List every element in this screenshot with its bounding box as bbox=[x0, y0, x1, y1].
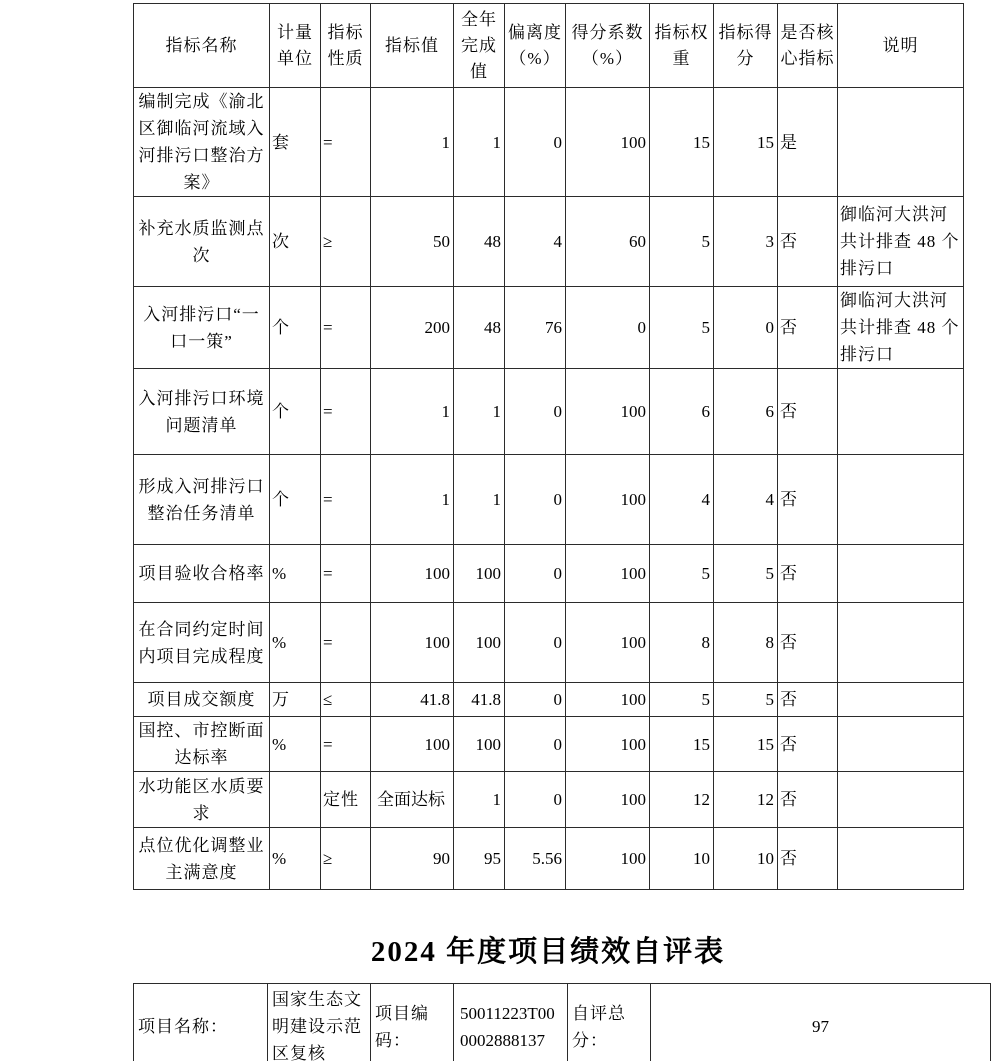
column-header: 指标性质 bbox=[321, 4, 371, 88]
cell-score: 12 bbox=[714, 772, 778, 828]
cell-completion-value: 41.8 bbox=[454, 683, 505, 717]
cell-completion-value: 1 bbox=[454, 772, 505, 828]
header-row bbox=[134, 4, 964, 88]
project-summary-table bbox=[133, 983, 991, 1061]
cell-note bbox=[838, 88, 964, 197]
cell-score-coefficient: 100 bbox=[566, 683, 650, 717]
table-row bbox=[134, 455, 964, 545]
cell-target-value: 90 bbox=[371, 828, 454, 890]
cell-score-coefficient: 100 bbox=[566, 545, 650, 603]
cell-is-core: 是 bbox=[778, 88, 838, 197]
cell-score: 5 bbox=[714, 683, 778, 717]
cell-deviation: 76 bbox=[505, 287, 566, 369]
cell-is-core: 否 bbox=[778, 455, 838, 545]
table-row bbox=[134, 545, 964, 603]
cell-score-coefficient: 100 bbox=[566, 455, 650, 545]
column-header: 指标名称 bbox=[134, 4, 270, 88]
cell-completion-value: 100 bbox=[454, 603, 505, 683]
cell-score-coefficient: 100 bbox=[566, 603, 650, 683]
cell-deviation: 0 bbox=[505, 455, 566, 545]
table-row bbox=[134, 717, 964, 772]
cell-weight: 12 bbox=[650, 772, 714, 828]
cell-target-value: 200 bbox=[371, 287, 454, 369]
cell-unit: % bbox=[270, 828, 321, 890]
cell-deviation: 4 bbox=[505, 197, 566, 287]
cell-score: 15 bbox=[714, 88, 778, 197]
cell-score: 10 bbox=[714, 828, 778, 890]
cell-weight: 15 bbox=[650, 717, 714, 772]
cell-note bbox=[838, 455, 964, 545]
cell-nature: = bbox=[321, 369, 371, 455]
cell-completion-value: 1 bbox=[454, 455, 505, 545]
cell-indicator-name: 点位优化调整业主满意度 bbox=[134, 828, 270, 890]
cell-is-core: 否 bbox=[778, 772, 838, 828]
cell-deviation: 0 bbox=[505, 88, 566, 197]
cell-indicator-name: 入河排污口“一口一策” bbox=[134, 287, 270, 369]
project-summary-row bbox=[134, 984, 991, 1061]
cell-score-coefficient: 60 bbox=[566, 197, 650, 287]
cell-note bbox=[838, 717, 964, 772]
cell-deviation: 0 bbox=[505, 369, 566, 455]
table-row bbox=[134, 369, 964, 455]
cell-weight: 5 bbox=[650, 287, 714, 369]
cell-is-core: 否 bbox=[778, 369, 838, 455]
cell-completion-value: 48 bbox=[454, 287, 505, 369]
cell-score-coefficient: 100 bbox=[566, 88, 650, 197]
column-header: 说明 bbox=[838, 4, 964, 88]
cell-is-core: 否 bbox=[778, 717, 838, 772]
cell-nature: = bbox=[321, 603, 371, 683]
cell-completion-value: 48 bbox=[454, 197, 505, 287]
cell-note bbox=[838, 545, 964, 603]
cell-deviation: 5.56 bbox=[505, 828, 566, 890]
indicator-table-body bbox=[134, 88, 964, 890]
self-score-label: 自评总分： bbox=[568, 984, 651, 1061]
column-header: 指标得分 bbox=[714, 4, 778, 88]
table-row bbox=[134, 197, 964, 287]
cell-target-value: 100 bbox=[371, 603, 454, 683]
cell-score: 4 bbox=[714, 455, 778, 545]
project-code-label: 项目编码： bbox=[371, 984, 454, 1061]
cell-deviation: 0 bbox=[505, 603, 566, 683]
cell-deviation: 0 bbox=[505, 545, 566, 603]
cell-unit: 个 bbox=[270, 287, 321, 369]
cell-weight: 5 bbox=[650, 545, 714, 603]
cell-indicator-name: 入河排污口环境问题清单 bbox=[134, 369, 270, 455]
cell-nature: = bbox=[321, 455, 371, 545]
self-score-value: 97 bbox=[651, 984, 991, 1061]
cell-nature: = bbox=[321, 88, 371, 197]
table-row bbox=[134, 828, 964, 890]
cell-note: 御临河大洪河共计排查 48 个排污口 bbox=[838, 287, 964, 369]
cell-nature: ≥ bbox=[321, 197, 371, 287]
cell-target-value: 1 bbox=[371, 455, 454, 545]
cell-is-core: 否 bbox=[778, 683, 838, 717]
cell-nature: = bbox=[321, 287, 371, 369]
cell-nature: = bbox=[321, 545, 371, 603]
cell-score-coefficient: 0 bbox=[566, 287, 650, 369]
table-row bbox=[134, 88, 964, 197]
cell-completion-value: 95 bbox=[454, 828, 505, 890]
cell-target-value: 1 bbox=[371, 88, 454, 197]
indicator-table bbox=[133, 3, 964, 890]
cell-score-coefficient: 100 bbox=[566, 828, 650, 890]
table-row bbox=[134, 603, 964, 683]
cell-deviation: 0 bbox=[505, 683, 566, 717]
cell-target-value: 全面达标 bbox=[371, 772, 454, 828]
column-header: 计量单位 bbox=[270, 4, 321, 88]
cell-weight: 8 bbox=[650, 603, 714, 683]
cell-note bbox=[838, 683, 964, 717]
cell-completion-value: 100 bbox=[454, 717, 505, 772]
cell-note: 御临河大洪河共计排查 48 个排污口 bbox=[838, 197, 964, 287]
column-header: 是否核心指标 bbox=[778, 4, 838, 88]
cell-score: 15 bbox=[714, 717, 778, 772]
cell-weight: 15 bbox=[650, 88, 714, 197]
column-header: 指标值 bbox=[371, 4, 454, 88]
cell-completion-value: 1 bbox=[454, 88, 505, 197]
cell-score-coefficient: 100 bbox=[566, 717, 650, 772]
cell-target-value: 100 bbox=[371, 717, 454, 772]
cell-is-core: 否 bbox=[778, 828, 838, 890]
cell-score: 3 bbox=[714, 197, 778, 287]
indicator-table-header bbox=[134, 4, 964, 88]
project-name-label: 项目名称： bbox=[134, 984, 268, 1061]
cell-unit: 套 bbox=[270, 88, 321, 197]
cell-nature: ≤ bbox=[321, 683, 371, 717]
column-header: 指标权重 bbox=[650, 4, 714, 88]
cell-unit: 个 bbox=[270, 455, 321, 545]
cell-indicator-name: 项目成交额度 bbox=[134, 683, 270, 717]
cell-nature: ≥ bbox=[321, 828, 371, 890]
cell-score: 8 bbox=[714, 603, 778, 683]
cell-note bbox=[838, 603, 964, 683]
cell-score-coefficient: 100 bbox=[566, 369, 650, 455]
cell-target-value: 50 bbox=[371, 197, 454, 287]
cell-target-value: 100 bbox=[371, 545, 454, 603]
cell-is-core: 否 bbox=[778, 287, 838, 369]
cell-target-value: 1 bbox=[371, 369, 454, 455]
cell-note bbox=[838, 369, 964, 455]
cell-weight: 6 bbox=[650, 369, 714, 455]
cell-score: 0 bbox=[714, 287, 778, 369]
table-row bbox=[134, 683, 964, 717]
cell-unit bbox=[270, 772, 321, 828]
cell-unit: % bbox=[270, 603, 321, 683]
cell-indicator-name: 国控、市控断面达标率 bbox=[134, 717, 270, 772]
cell-weight: 5 bbox=[650, 197, 714, 287]
table-row bbox=[134, 287, 964, 369]
cell-nature: = bbox=[321, 717, 371, 772]
project-name-value: 国家生态文明建设示范区复核 bbox=[268, 984, 371, 1061]
cell-unit: 万 bbox=[270, 683, 321, 717]
cell-weight: 5 bbox=[650, 683, 714, 717]
cell-nature: 定性 bbox=[321, 772, 371, 828]
cell-indicator-name: 补充水质监测点次 bbox=[134, 197, 270, 287]
cell-is-core: 否 bbox=[778, 603, 838, 683]
cell-deviation: 0 bbox=[505, 717, 566, 772]
cell-indicator-name: 项目验收合格率 bbox=[134, 545, 270, 603]
cell-note bbox=[838, 828, 964, 890]
column-header: 全年完成值 bbox=[454, 4, 505, 88]
cell-completion-value: 1 bbox=[454, 369, 505, 455]
cell-weight: 10 bbox=[650, 828, 714, 890]
cell-unit: % bbox=[270, 545, 321, 603]
cell-note bbox=[838, 772, 964, 828]
cell-indicator-name: 形成入河排污口整治任务清单 bbox=[134, 455, 270, 545]
cell-deviation: 0 bbox=[505, 772, 566, 828]
section-title: 2024 年度项目绩效自评表 bbox=[370, 936, 726, 968]
cell-is-core: 否 bbox=[778, 545, 838, 603]
column-header: 得分系数（%） bbox=[566, 4, 650, 88]
cell-is-core: 否 bbox=[778, 197, 838, 287]
cell-score: 6 bbox=[714, 369, 778, 455]
cell-unit: 个 bbox=[270, 369, 321, 455]
cell-indicator-name: 水功能区水质要求 bbox=[134, 772, 270, 828]
cell-score: 5 bbox=[714, 545, 778, 603]
project-code-value: 50011223T000002888137 bbox=[454, 984, 568, 1061]
cell-indicator-name: 在合同约定时间内项目完成程度 bbox=[134, 603, 270, 683]
cell-weight: 4 bbox=[650, 455, 714, 545]
cell-unit: 次 bbox=[270, 197, 321, 287]
cell-target-value: 41.8 bbox=[371, 683, 454, 717]
cell-unit: % bbox=[270, 717, 321, 772]
table-row bbox=[134, 772, 964, 828]
cell-indicator-name: 编制完成《渝北区御临河流域入河排污口整治方案》 bbox=[134, 88, 270, 197]
cell-completion-value: 100 bbox=[454, 545, 505, 603]
cell-score-coefficient: 100 bbox=[566, 772, 650, 828]
column-header: 偏离度（%） bbox=[505, 4, 566, 88]
